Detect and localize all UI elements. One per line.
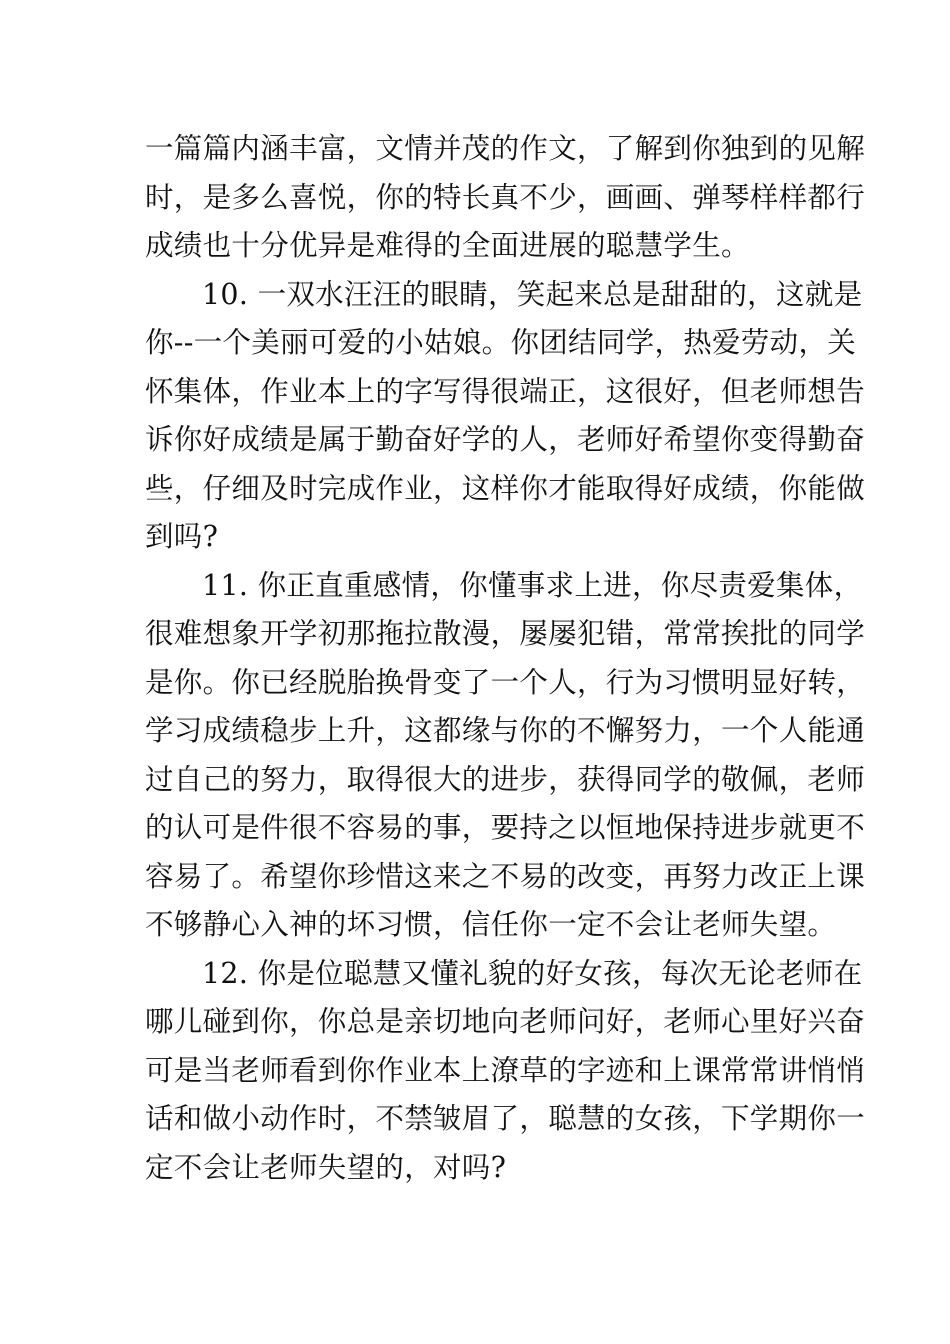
text-line: 学习成绩稳步上升，这都缘与你的不懈努力，一个人能通 (145, 714, 866, 747)
text-line: 过自己的努力，取得很大的进步，获得同学的敬佩，老师 (145, 762, 866, 796)
text-line: 成绩也十分优异是难得的全面进展的聪慧学生。 (145, 229, 750, 262)
text-line: 你--一个美丽可爱的小姑娘。你团结同学，热爱劳动，关 (145, 326, 857, 359)
text-line: 很难想象开学初那拖拉散漫，屡屡犯错，常常挨批的同学 (145, 617, 866, 650)
text-line: 定不会让老师失望的，对吗? (145, 1150, 507, 1184)
text-line: 一篇篇内涵丰富，文情并茂的作文，了解到你独到的见解 (145, 132, 866, 165)
text-line: 些，仔细及时完成作业，这样你才能取得好成绩，你能做 (145, 471, 866, 505)
paragraph-start-line: 10. 一双水汪汪的眼睛，笑起来总是甜甜的，这就是 (202, 277, 863, 311)
paragraph-start-line: 11. 你正直重感情，你懂事求上进，你尽责爱集体， (202, 568, 863, 602)
document-body (145, 125, 866, 1192)
text-line: 不够静心入神的坏习惯，信任你一定不会让老师失望。 (145, 908, 837, 941)
text-line: 哪儿碰到你，你总是亲切地向老师问好，老师心里好兴奋 (145, 1005, 866, 1038)
text-line: 诉你好成绩是属于勤奋好学的人，老师好希望你变得勤奋 (145, 423, 866, 456)
text-line: 可是当老师看到你作业本上潦草的字迹和上课常常讲悄悄 (145, 1053, 866, 1087)
text-line: 是你。你已经脱胎换骨变了一个人，行为习惯明显好转， (145, 665, 866, 699)
text-line: 怀集体，作业本上的字写得很端正，这很好，但老师想告 (145, 374, 866, 408)
paragraph-start-line: 12. 你是位聪慧又懂礼貌的好女孩，每次无论老师在 (202, 956, 863, 990)
text-line: 到吗? (145, 520, 219, 553)
text-line: 话和做小动作时，不禁皱眉了，聪慧的女孩，下学期你一 (145, 1102, 866, 1135)
text-line: 的认可是件很不容易的事，要持之以恒地保持进步就更不 (145, 811, 866, 844)
text-line: 容易了。希望你珍惜这来之不易的改变，再努力改正上课 (145, 859, 866, 893)
text-line: 时，是多么喜悦，你的特长真不少，画画、弹琴样样都行 (145, 180, 866, 214)
